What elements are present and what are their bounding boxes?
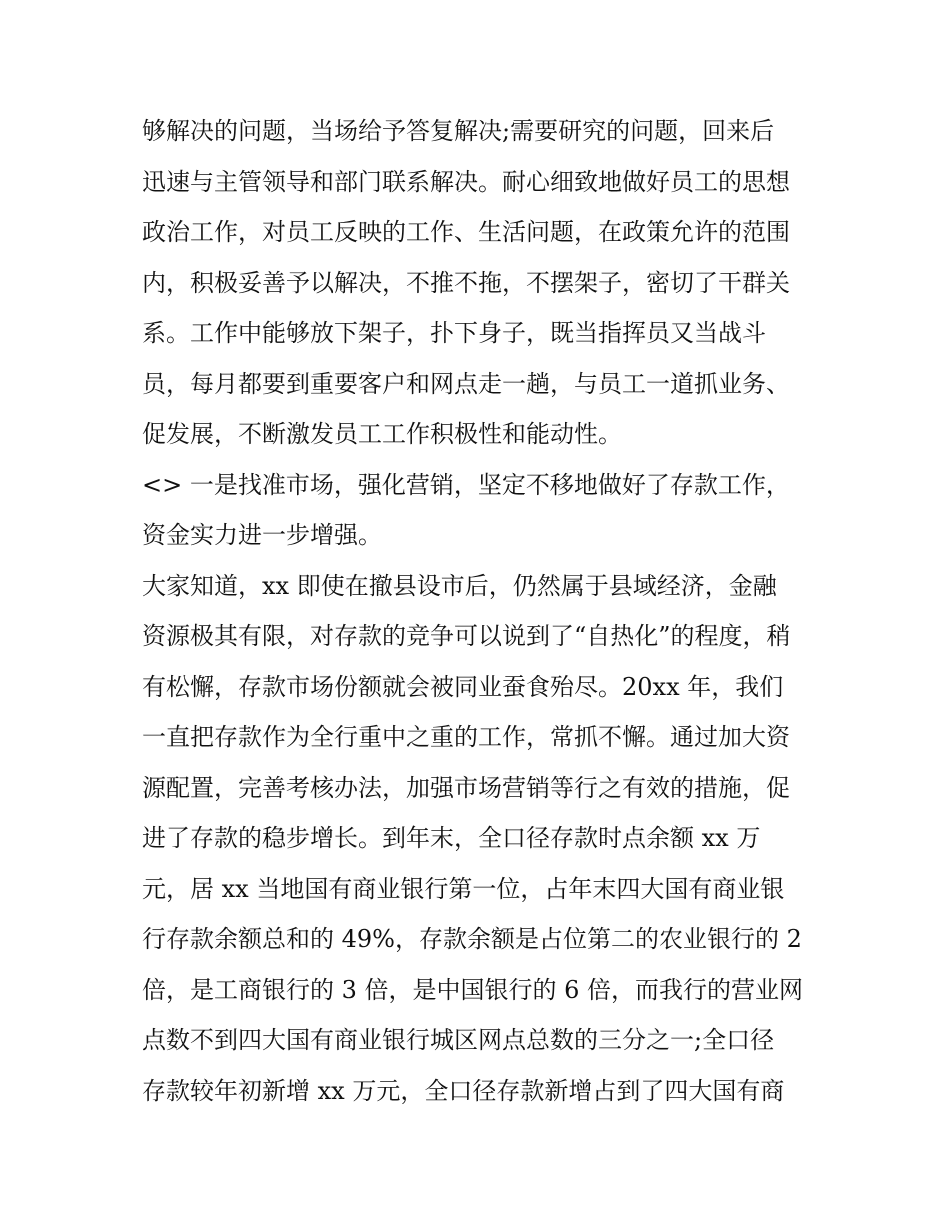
text-line: 倍，是工商银行的 3 倍，是中国银行的 6 倍，而我行的营业网 (142, 975, 804, 1004)
text-line: 行存款余额总和的 49%，存款余额是占位第二的农业银行的 2 (142, 925, 802, 953)
text-line: 源配置，完善考核办法，加强市场营销等行之有效的措施，促 (142, 773, 790, 802)
text-line: 一直把存款作为全行重中之重的工作，常抓不懈。通过加大资 (142, 723, 790, 751)
text-line: 元，居 xx 当地国有商业银行第一位，占年末四大国有商业银 (142, 874, 785, 903)
text-line: 资源极其有限，对存款的竞争可以说到了“自热化”的程度，稍 (142, 622, 791, 650)
text-line: 有松懈，存款市场份额就会被同业蚕食殆尽。20xx 年，我们 (142, 672, 784, 701)
section-heading-line: 资金实力进一步增强。 (142, 521, 382, 549)
body-text (142, 106, 822, 1116)
text-line: 点数不到四大国有商业银行城区网点总数的三分之一;全口径 (142, 1026, 775, 1054)
text-line: 政治工作，对员工反映的工作、生活问题，在政策允许的范围 (142, 218, 790, 246)
text-line: 内，积极妥善予以解决，不推不拖，不摆架子，密切了干群关 (142, 268, 790, 297)
text-line: 迅速与主管领导和部门联系解决。耐心细致地做好员工的思想 (142, 167, 790, 196)
section-heading-line: <> 一是找准市场，强化营销，坚定不移地做好了存款工作， (142, 470, 790, 499)
text-line: 促发展，不断激发员工工作积极性和能动性。 (142, 420, 622, 448)
text-line: 大家知道，xx 即使在撤县设市后，仍然属于县域经济，金融 (142, 571, 777, 600)
text-line: 进了存款的稳步增长。到年末，全口径存款时点余额 xx 万 (142, 824, 761, 852)
text-line: 员，每月都要到重要客户和网点走一趟，与员工一道抓业务、 (142, 369, 790, 398)
text-line: 系。工作中能够放下架子，扑下身子，既当指挥员又当战斗 (142, 319, 766, 347)
text-line: 够解决的问题，当场给予答复解决;需要研究的问题，回来后 (142, 117, 775, 145)
text-line: 存款较年初新增 xx 万元，全口径存款新增占到了四大国有商 (142, 1076, 785, 1105)
